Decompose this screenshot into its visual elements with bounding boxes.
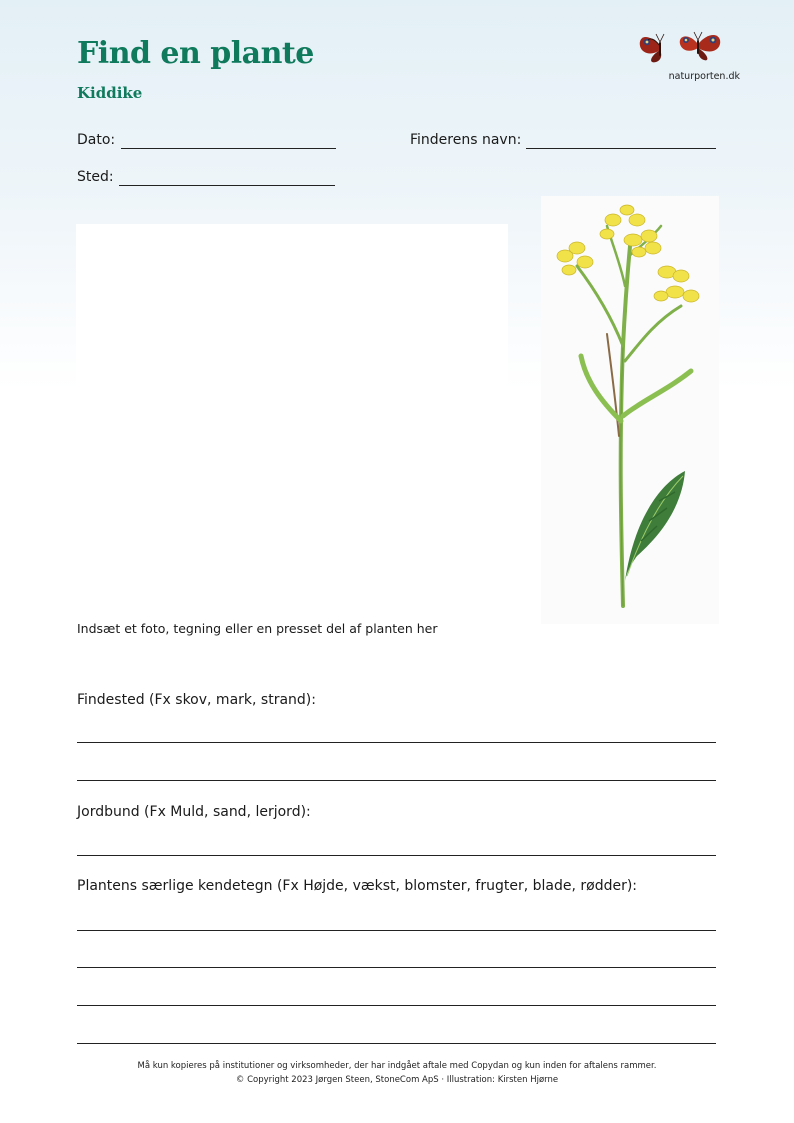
jordbund-line-1[interactable] [77,855,716,856]
place-label: Sted: [77,169,114,185]
findested-line-1[interactable] [77,742,716,743]
kendetegn-line-2[interactable] [77,967,716,968]
kendetegn-line-1[interactable] [77,930,716,931]
kendetegn-label: Plantens særlige kendetegn (Fx Højde, vækst, blomster, frugter, blade, rødder): [77,878,638,894]
butterfly-icon [636,24,726,64]
page-title: Find en plante [77,36,314,71]
footer-license: Må kun kopieres på institutioner og virksomheder, der har indgået aftale med Copydan og kun inden for aftalens rammer. [137,1061,657,1071]
date-input-line[interactable] [121,148,336,149]
plant-name: Kiddike [77,84,143,102]
photo-insert-area[interactable] [76,224,508,616]
findested-line-2[interactable] [77,780,716,781]
kendetegn-line-3[interactable] [77,1005,716,1006]
kendetegn-line-4[interactable] [77,1043,716,1044]
photo-caption: Indsæt et foto, tegning eller en presset del af planten her [77,621,438,636]
finder-name-input-line[interactable] [526,148,716,149]
logo-text: naturporten.dk [668,71,740,82]
footer-copyright: © Copyright 2023 Jørgen Steen, StoneCom ApS · Illustration: Kirsten Hjørne [235,1075,559,1085]
plant-illustration [541,196,719,624]
jordbund-label: Jordbund (Fx Muld, sand, lerjord): [77,804,311,820]
naturporten-logo[interactable] [632,24,752,86]
date-label: Dato: [77,132,116,148]
findested-label: Findested (Fx skov, mark, strand): [77,692,316,708]
finder-name-label: Finderens navn: [410,132,522,148]
place-input-line[interactable] [119,185,335,186]
